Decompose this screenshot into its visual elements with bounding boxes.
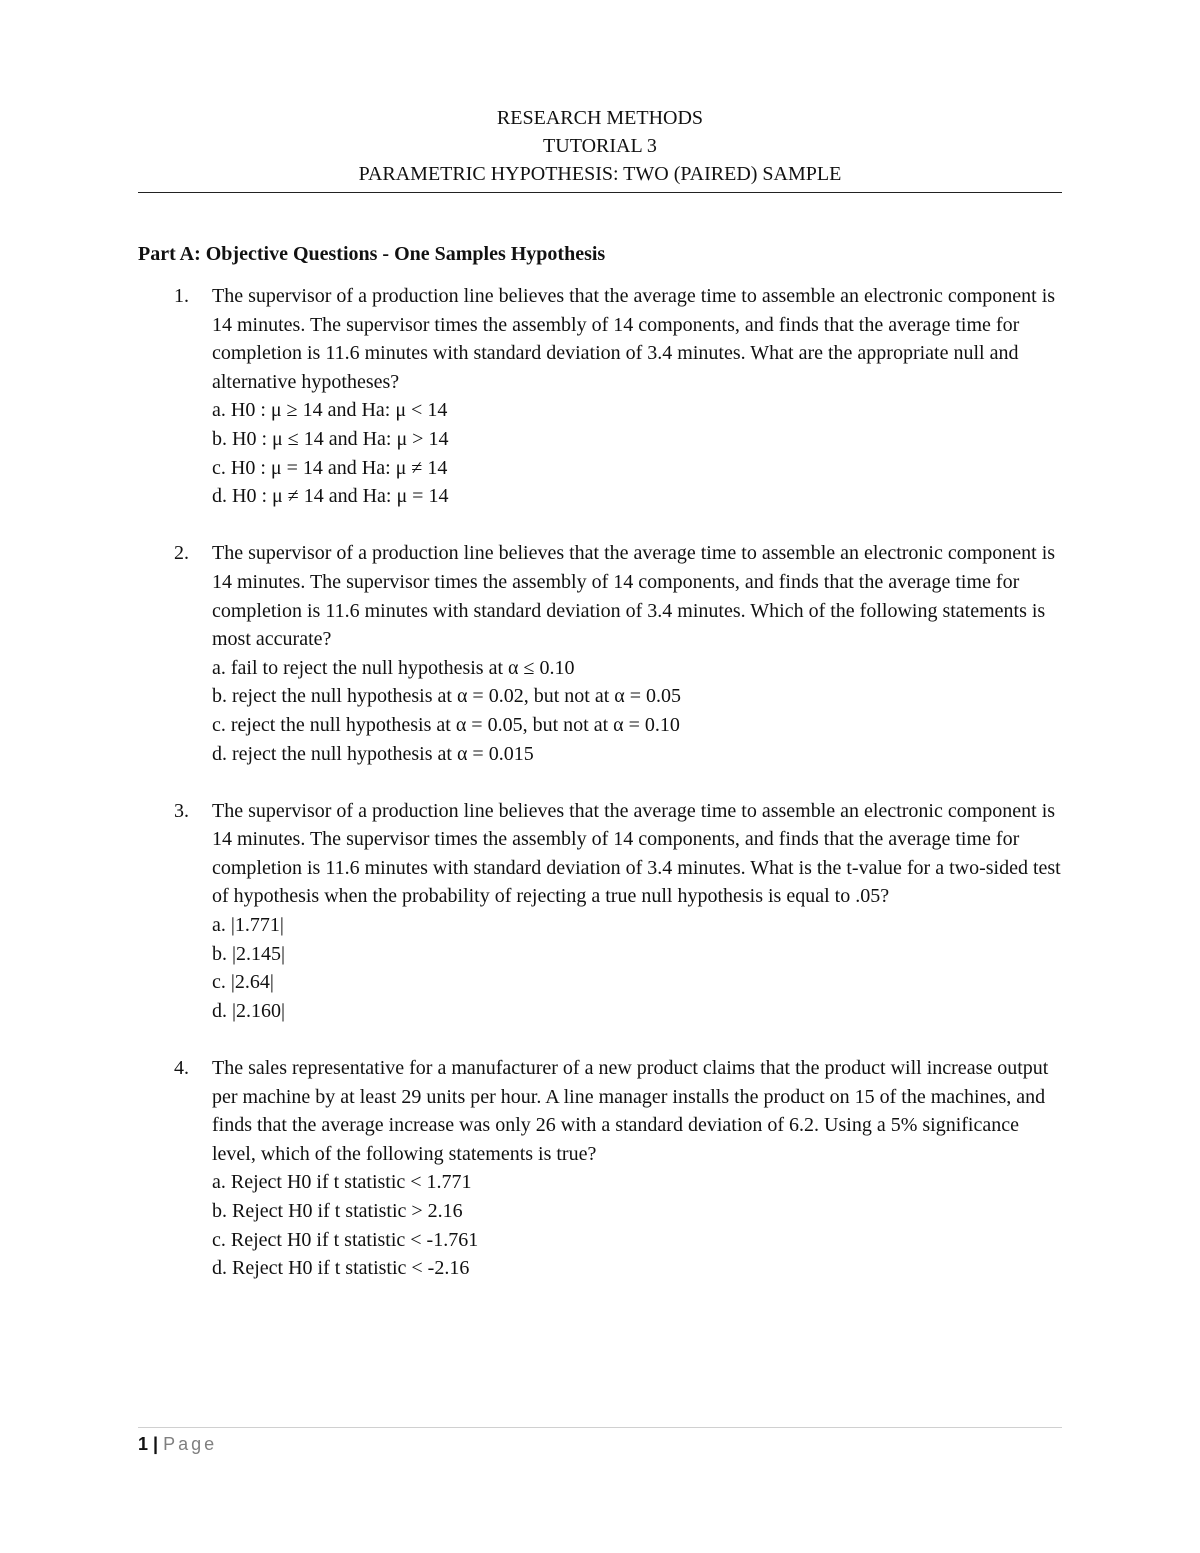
page-footer — [138, 1432, 217, 1456]
question-text: The supervisor of a production line believes that the average time to assemble an electronic component is 14 minutes. The supervisor times the assembly of 14 components, and finds that the average time for completion is 11.6 minutes with standard deviation of 3.4 minutes. What are the appropriate null and alternative hypotheses? — [212, 285, 1056, 393]
question-4 — [138, 1054, 1062, 1283]
option-b: b. reject the null hypothesis at α = 0.02, but not at α = 0.05 — [212, 685, 682, 708]
question-text: The supervisor of a production line believes that the average time to assemble an electronic component is 14 minutes. The supervisor times the assembly of 14 components, and finds that the average time for completion is 11.6 minutes with standard deviation of 3.4 minutes. What is the t-value for a two-sided test of hypothesis when the probability of rejecting a true null hypothesis is equal to .05? — [212, 799, 1061, 908]
option-d: d. reject the null hypothesis at α = 0.015 — [212, 742, 534, 765]
option-c: c. |2.64| — [212, 971, 274, 994]
option-c: c. reject the null hypothesis at α = 0.05, but not at α = 0.10 — [212, 713, 680, 736]
question-2 — [138, 539, 1062, 768]
page-label: Page — [163, 1434, 218, 1454]
question-text: The sales representative for a manufacturer of a new product claims that the product will increase output per machine by at least 29 units per hour. A line manager installs the product on 15 of the machines, and finds that the average increase was only 26 with a standard deviation of 6.2. Using a 5% significance level, which of the following statements is true? — [212, 1057, 1049, 1165]
question-number: 2. — [174, 542, 189, 565]
document-header — [138, 104, 1062, 188]
header-tutorial-title: TUTORIAL 3 — [543, 135, 657, 157]
option-d: d. |2.160| — [212, 999, 286, 1022]
option-b: b. |2.145| — [212, 942, 286, 965]
option-a: a. H0 : μ ≥ 14 and Ha: μ < 14 — [212, 399, 448, 422]
page-number: 1 — [138, 1434, 149, 1454]
option-a: a. Reject H0 if t statistic < 1.771 — [212, 1171, 472, 1194]
option-d: d. H0 : μ ≠ 14 and Ha: μ = 14 — [212, 485, 449, 508]
question-number: 4. — [174, 1057, 189, 1080]
question-3 — [138, 797, 1062, 1026]
header-course-title: RESEARCH METHODS — [496, 107, 704, 129]
option-c: c. H0 : μ = 14 and Ha: μ ≠ 14 — [212, 456, 448, 479]
option-b: b. Reject H0 if t statistic > 2.16 — [212, 1200, 463, 1222]
footer-divider — [138, 1427, 1062, 1428]
footer-separator: | — [153, 1434, 159, 1454]
question-list — [138, 282, 1062, 1311]
question-number: 3. — [174, 799, 189, 822]
option-c: c. Reject H0 if t statistic < -1.761 — [212, 1228, 479, 1251]
question-1 — [138, 282, 1062, 511]
question-text: The supervisor of a production line believes that the average time to assemble an electronic component is 14 minutes. The supervisor times the assembly of 14 components, and finds that the average time for completion is 11.6 minutes with standard deviation of 3.4 minutes. Which of the following statements is most accurate? — [212, 542, 1056, 651]
option-a: a. fail to reject the null hypothesis at α ≤ 0.10 — [212, 656, 575, 679]
option-a: a. |1.771| — [212, 914, 284, 937]
header-divider — [138, 192, 1062, 193]
question-number: 1. — [174, 285, 189, 307]
header-topic-title: PARAMETRIC HYPOTHESIS: TWO (PAIRED) SAMPLE — [358, 163, 842, 185]
section-title: Part A: Objective Questions - One Samples Hypothesis — [138, 243, 606, 265]
option-d: d. Reject H0 if t statistic < -2.16 — [212, 1257, 470, 1280]
option-b: b. H0 : μ ≤ 14 and Ha: μ > 14 — [212, 427, 449, 450]
